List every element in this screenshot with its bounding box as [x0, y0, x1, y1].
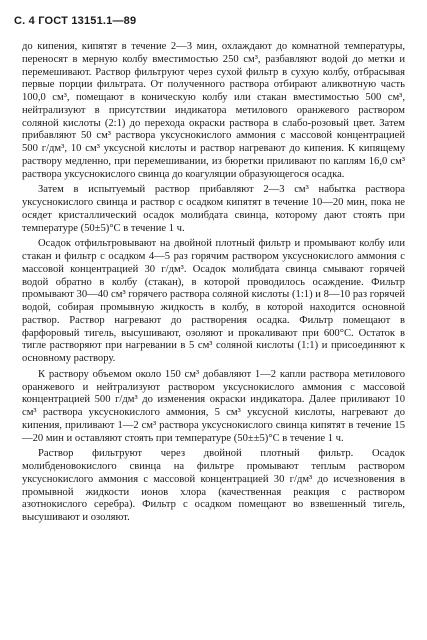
paragraph-4: К раствору объемом около 150 см³ добавляют 1—2 капли раствора метилового оранжевого и нейтрализуют раствором уксуснокислого аммония с массовой концентрацией 500 г/дм³ до изменения окраски индикатора. Далее приливают 10 см³ раствора уксуснокислого аммония, 5 см³ уксусной кислоты, нагревают до кипения, приливают 1—2 см³ раствора уксуснокислого свинца кипятят в течение 15—20 мин и оставляют стоять при температуре (50±±5)°С в течение 1 ч.: [22, 368, 405, 444]
page-header: С. 4 ГОСТ 13151.1—89: [14, 15, 137, 27]
document-body: [22, 41, 405, 525]
paragraph-5: Раствор фильтруют через двойной плотный фильтр. Осадок молибденовокислого свинца на фильтре промывают теплым раствором уксуснокислого аммония с массовой концентрацией 30 г/дм³ до исчезновения в промывной жидкости ионов хлора (качественная реакция с раствором азотнокислого серебра). Фильтр с осадком помещают во взвешенный тигель, высушивают и озоляют.: [22, 448, 405, 523]
paragraph-2: Затем в испытуемый раствор прибавляют 2—3 см³ набытка раствора уксуснокислого свинца и раствор с осадком кипятят в течение 10—20 мин, пока не осядет кристаллический осадок молибдата свинца, которому дают стоять при температуре (50±5)°С в течение 1 ч.: [22, 184, 405, 234]
paragraph-1: до кипения, кипятят в течение 2—3 мин, охлаждают до комнатной температуры, переносят в мерную колбу вместимостью 250 см³, разбавляют водой до метки и перемешивают. Раствор фильтруют через сухой фильтр в сухую колбу, отбрасывая первые порции фильтрата. От полученного раствора отбирают аликвотную часть 100,0 см³, помещают в коническую колбу или стакан вместимостью 500 см³, нейтрализуют в присутствии индикатора метилового оранжевого раствором соляной кислоты (2:1) до перехода окраски раствора в слабо-розовый цвет. Затем прибавляют 50 см³ раствора уксуснокислого аммония с массовой концентрацией 500 г/дм³, 10 см³ уксусной кислоты и раствор нагревают до кипения. К кипящему раствору медленно, при перемешивании, из бюретки приливают по каплям 16,0 см³ раствора уксуснокислого свинца до коагуляции образующегося осадка.: [22, 41, 405, 180]
paragraph-3: Осадок отфильтровывают на двойной плотный фильтр и промывают колбу или стакан и фильтр с осадком 4—5 раз горячим раствором уксуснокислого аммония с массовой концентрацией 30 г/дм³. Осадок молибдата свинца смывают горячей водой обратно в колбу (стакан), в которой проводилось осаждение. Фильтр промывают 30—40 см³ горячего раствора соляной кислоты (1:1) и 8—10 раз горячей водой, собирая промывную жидкость в колбу, в которой находится основной раствор. Раствор нагревают до растворения осадка. Фильтр помещают в фарфоровый тигель, высушивают, озоляют и прокаливают при 600°С. Остаток в тигле растворяют при нагревании в 5 см³ соляной кислоты (1:1) и присоединяют к основному раствору.: [22, 238, 405, 364]
